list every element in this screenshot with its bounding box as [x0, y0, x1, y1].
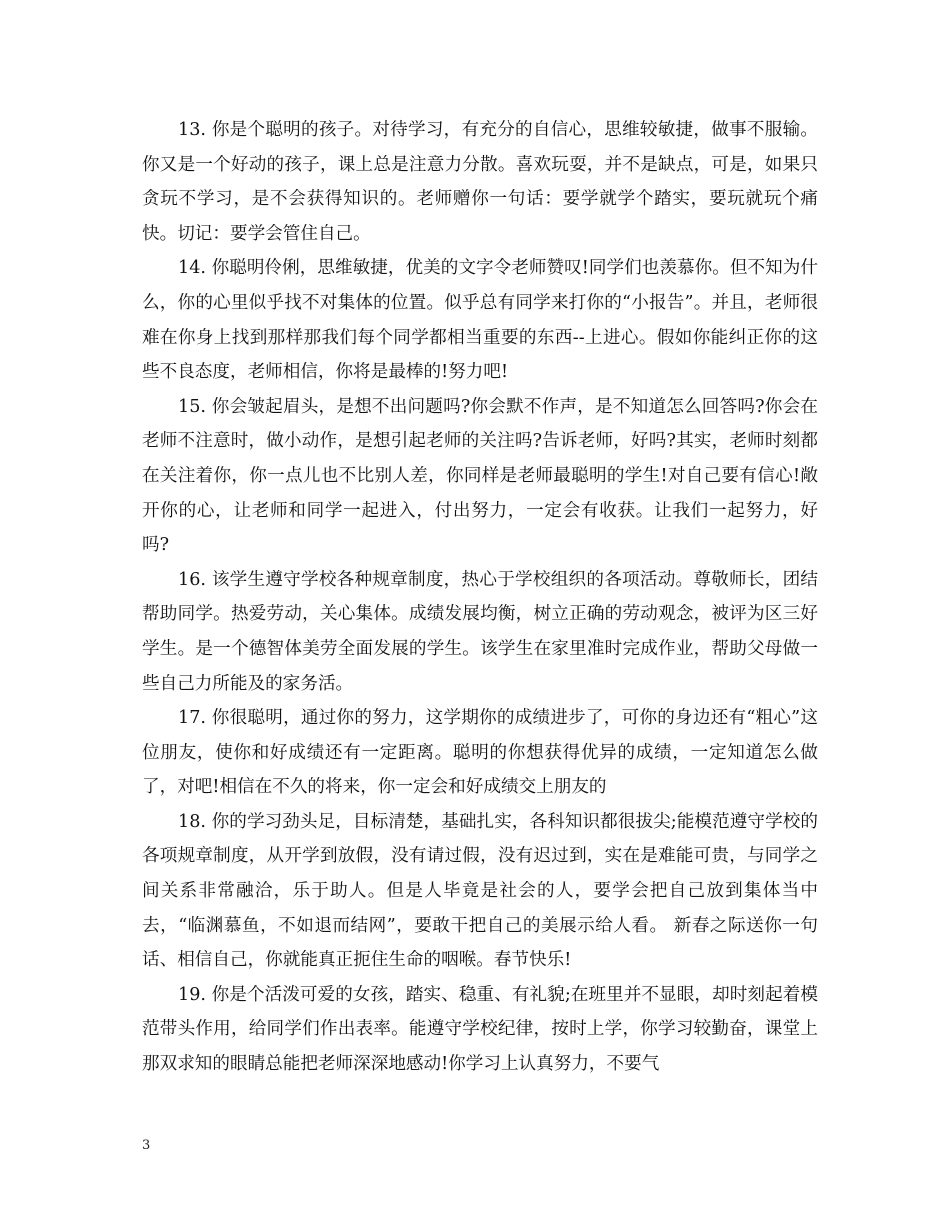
- paragraph-17: 17. 你很聪明，通过你的努力，这学期你的成绩进步了，可你的身边还有“粗心”这位朋友，使你和好成绩还有一定距离。聪明的你想获得优异的成绩，一定知道怎么做了，对吧!相信在不久的将来，你一定会和好成绩交上朋友的: [142, 708, 818, 798]
- paragraph-19: 19. 你是个活泼可爱的女孩，踏实、稳重、有礼貌;在班里并不显眼，却时刻起着模范带头作用，给同学们作出表率。能遵守学校纪律，按时上学，你学习较勤奋，课堂上那双求知的眼睛总能把老师深深地感动!你学习上认真努力，不要气: [142, 984, 818, 1075]
- paragraph-15: 15. 你会皱起眉头，是想不出问题吗?你会默不作声，是不知道怎么回答吗?你会在老师不注意时，做小动作，是想引起老师的关注吗?告诉老师，好吗?其实，老师时刻都在关注着你，你一点儿也不比别人差，你同样是老师最聪明的学生!对自己要有信心!敞开你的心，让老师和同学一起进入，付出努力，一定会有收获。让我们一起努力，好吗?: [142, 396, 818, 556]
- paragraph-14: 14. 你聪明伶俐，思维敏捷，优美的文字令老师赞叹!同学们也羡慕你。但不知为什么，你的心里似乎找不对集体的位置。似乎总有同学来打你的“小报告”。并且，老师很难在你身上找到那样那我们每个同学都相当重要的东西--上进心。假如你能纠正你的这些不良态度，老师相信，你将是最棒的!努力吧!: [142, 258, 818, 383]
- page-number: 3: [142, 1138, 151, 1153]
- paragraph-13: 13. 你是个聪明的孩子。对待学习，有充分的自信心，思维较敏捷，做事不服输。你又是一个好动的孩子，课上总是注意力分散。喜欢玩耍，并不是缺点，可是，如果只贪玩不学习，是不会获得知识的。老师赠你一句话：要学就学个踏实，要玩就玩个痛快。切记：要学会管住自己。: [142, 120, 818, 244]
- paragraph-16: 16. 该学生遵守学校各种规章制度，热心于学校组织的各项活动。尊敬师长，团结帮助同学。热爱劳动，关心集体。成绩发展均衡，树立正确的劳动观念，被评为区三好学生。是一个德智体美劳全面发展的学生。该学生在家里准时完成作业，帮助父母做一些自己力所能及的家务活。: [142, 569, 818, 694]
- paragraph-18: 18. 你的学习劲头足，目标清楚，基础扎实，各科知识都很拔尖;能模范遵守学校的各项规章制度，从开学到放假，没有请过假，没有迟过到，实在是难能可贵，与同学之间关系非常融洽，乐于助人。但是人毕竟是社会的人，要学会把自己放到集体当中去，“临渊慕鱼，不如退而结网”，要敢干把自己的美展示给人看。 新春之际送你一句话、相信自己，你就能真正扼住生命的咽喉。春节快乐!: [142, 811, 818, 971]
- document-body: [142, 113, 818, 1082]
